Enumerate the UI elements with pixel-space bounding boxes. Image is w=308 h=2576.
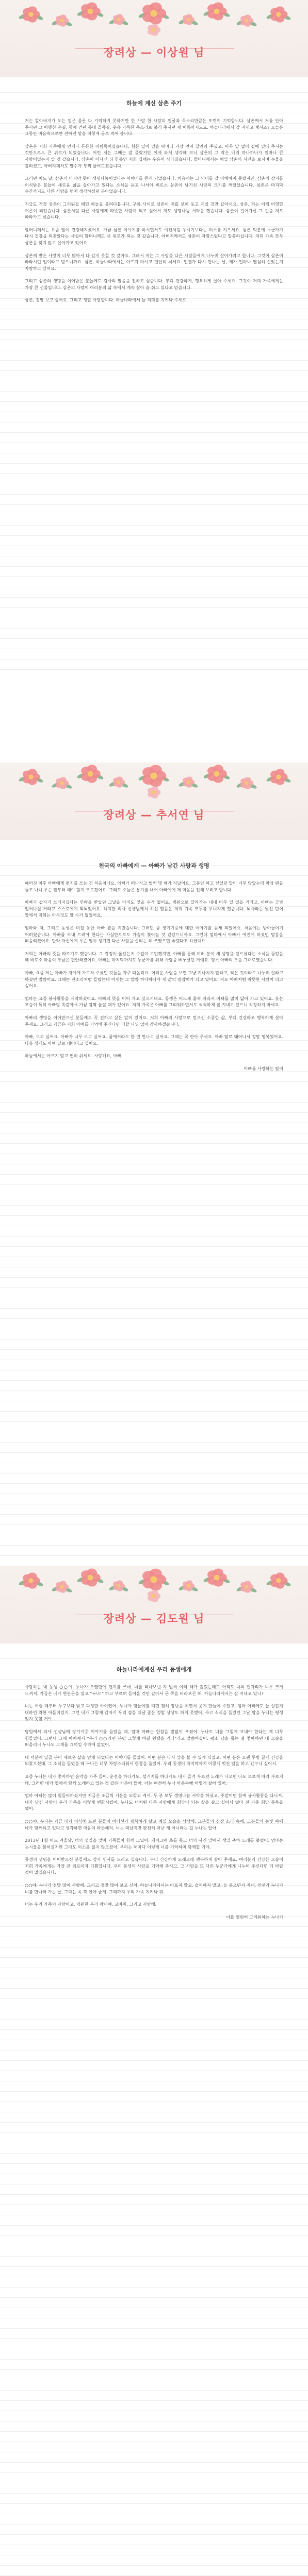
letter-paragraph: 네 덕분에 일곱 분이 새로운 삶을 얻게 되었다는 이야기를 들었어. 어떤 분은 다시 앞을 볼 수 있게 되었고, 어떤 분은 오랜 투병 끝에 건강을 되찾으셨대. 그 소식을 들었을 때 누나는 너무 자랑스러워서 한참을 울었어. 우리 동생이 마지막까지 이렇게 멋진 일을 하고 갔구나 싶어서. bbox=[25, 1754, 283, 1767]
award-banner-3 bbox=[0, 1566, 308, 1643]
letter-paragraph: 엄마는 요즘 봉사활동을 시작하셨어요. 아빠의 뜻을 이어 가고 싶으시대요. 동생은 어느새 훌쩍 자라서 아빠를 많이 닮아 가고 있어요. 웃는 모습이 특히 아빠랑 똑같아서 가끔 깜짝 놀랄 때가 있어요. 저희 가족은 아빠를 그리워하면서도 씩씩하게 잘 지내고 있으니 걱정하지 마세요. bbox=[25, 995, 283, 1008]
letter-paragraph: 저는 할아버지가 오는 일은 물론 다 기억하지 못하지만 한 사람 한 사람의 얼굴과 목소리만큼은 또렷이 기억합니다. 삼촌께서 저를 안아 주시던 그 따뜻한 손길, 함께 걷던 동네 골목길, 웃음 가득한 목소리로 불러 주시던 제 이름까지도요. 하늘나라에서 잘 지내고 계시죠? 오늘은 그동안 마음속으로만 전하던 말을 이렇게 글로 적어 봅니다. bbox=[25, 118, 283, 137]
letter-paragraph: 할머니께서는 요즘 많이 건강해지셨어요. 가끔 삼촌 이야기를 하시면서도 예전처럼 우시기보다는 미소를 지으세요. 삼촌 덕분에 누군가가 다시 건강을 되찾았다는 사실이 할머니께도 큰 위로가 되는 것 같습니다. 아버지께서도 삼촌이 자랑스럽다고 말씀하십니다. 저희 가족 모두 삼촌을 잊지 않고 살아가고 있어요. bbox=[25, 227, 283, 245]
letter-paragraph: 2013년 1월 어느 겨울날, 너의 생일을 맞아 가족들이 함께 모였어. 케이크에 초를 꽂고 너의 사진 앞에서 생일 축하 노래를 불렀어. 엄마는 눈시울을 붉히셨지만 그래도 미소를 잃지 않으셨어. 우리는 해마다 이렇게 너를 기억하며 함께할 거야. bbox=[25, 1838, 283, 1850]
letter-paragraph: 저희는 아빠의 뜻을 따르기로 했습니다. 그 결정이 옳았는지 수없이 고민했지만, 아빠를 통해 여러 분이 새 생명을 얻으셨다는 소식을 들었을 때 비로소 마음이 조금은 편안해졌어요. 아빠는 마지막까지도 누군가를 위해 사랑을 베푸셨던 거예요. 평소 아빠의 모습 그대로였습니다. bbox=[25, 951, 283, 963]
letter-paragraph: 병원에서 의사 선생님께 장기기증 이야기를 들었을 때, 엄마 아빠는 한참을 말없이 우셨어. 누나도 너를 그렇게 보내야 한다는 게 너무 힘들었어. 그런데 그때 아빠께서 "우리 ○○라면 분명 그렇게 하길 원했을 거다"라고 말씀하셨어. 평소 남을 돕는 걸 좋아하던 네 모습을 떠올리니 누나도 고개를 끄덕일 수밖에 없었어. bbox=[25, 1728, 283, 1748]
letter-title: 하늘나라에계신 우리 동생에게 bbox=[116, 1666, 192, 1673]
letter-paragraph: 엄마 아빠는 많이 힘들어하셨지만 지금은 조금씩 기운을 되찾고 계셔. 두 분 모두 생명나눔 서약을 하셨고, 주말이면 함께 봉사활동을 다니셔. 네가 남긴 사랑이 우리 가족을 이렇게 변화시켰어. 누나도 너처럼 다른 사람에게 희망이 되는 삶을 살고 싶어서 얼마 전 기증 희망 등록을 했어. bbox=[25, 1793, 283, 1811]
letter-paragraph: 너는 우리 가족의 자랑이고, 영원한 우리 막내야. 고마워, 그리고 사랑해. bbox=[25, 1902, 157, 1907]
letter-paragraph: 삼촌, 정말 보고 싶어요. 그리고 정말 사랑합니다. 하늘나라에서 늘 저희를 지켜봐 주세요. bbox=[25, 297, 188, 303]
letter-paragraph: 아빠가 갑자기 쓰러지셨다는 연락을 받았던 그날을 아직도 잊을 수가 없어요. 병원으로 달려가는 내내 아무 일 없을 거라고, 아빠는 금방 일어나실 거라고 스스로에게 되뇌었어요. 하지만 의사 선생님께서 하신 말씀은 저희 가족 모두를 무너지게 했습니다. 뇌사라는 낯선 단어 앞에서 저희는 아무것도 할 수가 없었어요. bbox=[25, 900, 283, 918]
letter-title: 하늘에 계신 삼촌 주기 bbox=[126, 100, 182, 107]
letter-paragraph: 엄마와 저, 그리고 동생은 며칠 동안 아빠 곁을 지켰습니다. 그러던 중 장기기증에 대한 이야기를 듣게 되었어요. 처음에는 받아들이기 어려웠습니다. 아빠를 보내 드려야 한다는 사실만으로도 가슴이 찢어질 것 같았으니까요. 그런데 엄마께서 아빠가 예전에 하셨던 말씀을 떠올리셨어요. 만약 자신에게 무슨 일이 생기면 다른 사람을 살리는 데 쓰였으면 좋겠다고 하셨대요. bbox=[25, 925, 283, 944]
letter-3 bbox=[0, 1649, 308, 2576]
letter-2 bbox=[0, 845, 308, 1566]
letter-1 bbox=[0, 82, 308, 670]
letter-paragraph: 너는 어릴 때부터 누구보다 밝고 다정한 아이였어. 누나가 힘들어할 때면 괜히 장난을 치면서 웃게 만들어 주었고, 엄마 아빠께도 늘 살갑게 대하던 착한 아들이었지. 그런 네가 그렇게 갑자기 우리 곁을 떠날 줄은 정말 상상도 하지 못했어. 사고 소식을 들었던 그날 밤을 누나는 평생 잊지 못할 거야. bbox=[25, 1703, 283, 1722]
letter-paragraph: 삼촌께 받은 사랑이 너무 많아서 다 갚지 못할 것 같아요. 그래서 저는 그 사랑을 다른 사람들에게 나누며 살아가려고 합니다. 그것이 삼촌이 바라시던 일이라고 믿으니까요. 삼촌, 하늘나라에서는 아프지 마시고 편안히 쉬세요. 언젠가 다시 만나는 날, 제가 얼마나 열심히 살았는지 자랑하고 싶어요. bbox=[25, 252, 283, 271]
letter-signature: 아빠를 사랑하는 딸이 bbox=[244, 1065, 283, 1071]
letter-paragraph: 요즘 누나는 네가 좋아하던 음악을 자주 들어. 운전을 하다가도, 설거지를 하다가도 네가 즐겨 부르던 노래가 나오면 나도 모르게 따라 부르게 돼. 그러면 네가 옆에서 함께 노래하고 있는 것 같은 기분이 들어. 너는 여전히 누나 마음속에 이렇게 살아 있어. bbox=[25, 1773, 283, 1786]
letter-paragraph: ○○야, 누나는 가끔 네가 이식해 드린 분들이 어디선가 행복하게 살고 계실 모습을 상상해. 그분들의 심장 소리 속에, 그분들의 눈빛 속에 네가 함께하고 있다고 생각하면 마음이 따뜻해져. 너는 떠났지만 완전히 떠난 게 아니라는 걸 누나는 알아. bbox=[25, 1818, 283, 1831]
letter-paragraph: 아빠의 생명을 이어받으신 분들께도 꼭 전하고 싶은 말이 있어요. 저희 아빠의 사랑으로 얻으신 소중한 삶, 부디 건강하고 행복하게 살아 주세요. 그리고 가끔은 저희 아빠를 기억해 주신다면 더할 나위 없이 감사하겠습니다. bbox=[25, 1014, 283, 1027]
letter-body bbox=[25, 117, 283, 303]
letter-paragraph: 동생의 생명을 이어받으신 분들께도 감사 인사를 드리고 싶습니다. 부디 건강하게 오래오래 행복하게 살아 주세요. 여러분의 건강한 모습이 저희 가족에게는 가장 큰 위로이자 기쁨입니다. 우리 동생의 사랑을 기억해 주시고, 그 사랑을 또 다른 누군가에게 나누어 주신다면 더 바랄 것이 없겠습니다. bbox=[25, 1857, 283, 1875]
letter-paragraph: 아빠, 보고 싶어요. 아빠가 너무 보고 싶어요. 꿈에서라도 한 번 만나고 싶어요. 그때는 꼭 안아 주세요. 아빠 딸로 태어나서 정말 행복했어요. 다음 생에도 아빠 딸로 태어나고 싶어요. bbox=[25, 1034, 283, 1046]
letter-body bbox=[25, 880, 283, 1059]
letter-paragraph: 삼촌은 저희 가족에게 언제나 든든한 버팀목이셨습니다. 힘든 일이 있을 때마다 가장 먼저 달려와 주셨고, 아무 말 없이 곁에 있어 주시는 것만으로도 큰 위로가 되었습니다. 어린 저는 그때는 잘 몰랐지만 이제 와서 생각해 보니 삼촌의 그 작은 배려 하나하나가 얼마나 큰 사랑이었는지 알 것 같습니다. 삼촌이 떠나신 뒤 한동안 저희 집에는 웃음이 사라졌습니다. 할머니께서는 매일 삼촌의 사진을 보시며 눈물을 흘리셨고, 아버지께서도 말수가 부쩍 줄어드셨습니다. bbox=[25, 143, 283, 168]
letter-body bbox=[25, 1684, 283, 1908]
banner-title: 장려상 — 김도원 님 bbox=[103, 1613, 205, 1625]
award-banner-1 bbox=[0, 0, 308, 77]
letter-paragraph: ○○야, 누나가 정말 많이 사랑해. 그리고 정말 많이 보고 싶어. 하늘나라에서는 아프지 말고, 슬퍼하지 말고, 늘 웃으면서 지내. 언젠가 누나가 너를 만나러 가는 날, 그때는 꼭 꽉 안아 줄게. 그때까지 우리 가족 지켜봐 줘. bbox=[25, 1883, 283, 1894]
letter-paragraph: 그리고 삼촌의 생명을 이어받은 분들께도 감사의 말씀을 전하고 싶습니다. 부디 건강하게, 행복하게 살아 주세요. 그것이 저희 가족에게는 가장 큰 선물입니다. 삼촌의 사랑이 여러분의 삶 속에서 계속 살아 숨 쉬고 있다고 믿습니다. bbox=[25, 278, 283, 290]
flower-garland-icon bbox=[0, 762, 308, 840]
letter-paragraph: 헤어진 이후 아빠에게 편지를 쓰는 건 처음이네요. 아빠가 떠나시고 벌써 몇 해가 지났어요. 그동안 하고 싶었던 말이 너무 많았는데 막상 펜을 들고 나니 무슨 말부터 해야 할지 모르겠어요. 그래도 오늘은 용기를 내어 아빠에게 제 마음을 전해 보려고 합니다. bbox=[25, 880, 283, 892]
letter-paragraph: 그러던 어느 날, 삼촌의 마지막 뜻이 생명나눔이었다는 이야기를 듣게 되었습니다. 처음에는 그 의미를 잘 이해하지 못했지만, 삼촌의 장기를 이식받은 분들이 새로운 삶을 살아가고 있다는 소식을 듣고 나서야 비로소 삼촌이 남기신 사랑의 크기를 깨달았습니다. 삼촌은 마지막 순간까지도 다른 사람을 먼저 생각하셨던 분이었습니다. bbox=[25, 176, 283, 194]
flower-garland-icon bbox=[0, 1566, 308, 1643]
letter-signature: 너를 영원히 그리워하는 누나가 bbox=[226, 1914, 283, 1920]
letter-paragraph: 사랑하는 내 동생 ○○야. 누나가 오랜만에 편지를 쓰네. 너를 떠나보낸 지 벌써 여러 해가 흘렀는데도 아직도 너의 빈자리가 너무 크게 느껴져. 가끔은 네가 현관문을 열고 "누나!" 하고 부르며 들어올 것만 같아서 문 쪽을 바라보곤 해. 하늘나라에서는 잘 지내고 있니? bbox=[25, 1684, 283, 1696]
banner-title: 장려상 — 이상원 님 bbox=[103, 46, 205, 59]
award-banner-2 bbox=[0, 762, 308, 840]
flower-garland-icon bbox=[0, 0, 308, 77]
letter-title: 천국의 아빠에게 — 아빠가 남긴 사랑과 생명 bbox=[99, 862, 209, 869]
letter-paragraph: 하늘에서는 아프지 말고 편히 쉬세요. 사랑해요, 아빠. bbox=[25, 1053, 123, 1059]
banner-title: 장려상 — 추서연 님 bbox=[103, 809, 205, 821]
letter-paragraph: 지금도 가끔 삼촌이 그리워질 때면 하늘을 올려다봅니다. 구름 사이로 삼촌이 저를 보며 웃고 계실 것만 같아서요. 삼촌, 저는 이제 어엿한 어른이 되었습니다. 삼촌처럼 다른 사람에게 따뜻한 사람이 되고 싶어서 저도 생명나눔 서약을 했습니다. 삼촌이 걸어가신 그 길을 저도 따라가고 싶습니다. bbox=[25, 201, 283, 220]
letter-paragraph: 아빠, 요즘 저는 아빠가 저에게 가르쳐 주셨던 것들을 자주 떠올려요. 어려운 사람을 보면 그냥 지나치지 말라고, 작은 것이라도 나누며 살라고 하셨던 말씀이요. 그때는 잔소리처럼 들렸는데 이제는 그 말씀 하나하나가 제 삶의 길잡이가 되고 있어요. 저도 아빠처럼 따뜻한 사람이 되고 싶어요. bbox=[25, 970, 283, 989]
